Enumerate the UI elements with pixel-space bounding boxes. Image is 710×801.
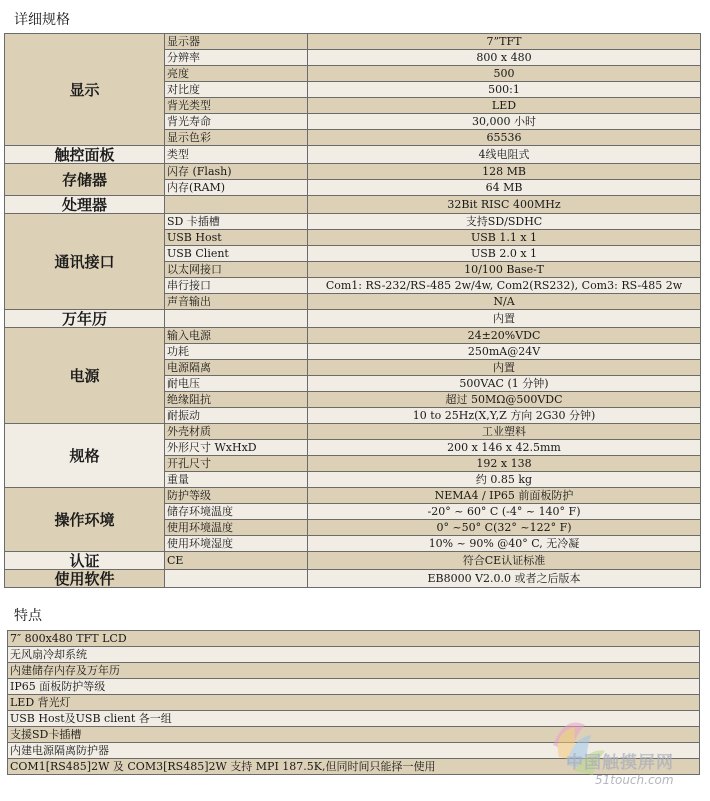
spec-value: 500VAC (1 分钟): [308, 376, 701, 392]
spec-value: 内置: [308, 360, 701, 376]
spec-label: 声音输出: [165, 294, 308, 310]
spec-value: 500: [308, 66, 701, 82]
spec-row: [5, 488, 701, 504]
spec-value: 7”TFT: [308, 34, 701, 50]
spec-value: 符合CE认证标准: [308, 552, 701, 570]
spec-category: 万年历: [5, 310, 165, 328]
spec-value: 10% ~ 90% @40° C, 无冷凝: [308, 536, 701, 552]
spec-label: 输入电源: [165, 328, 308, 344]
spec-label: 耐振动: [165, 408, 308, 424]
feature-item: IP65 面板防护等级: [8, 679, 700, 695]
spec-value: 200 x 146 x 42.5mm: [308, 440, 701, 456]
spec-value: EB8000 V2.0.0 或者之后版本: [308, 570, 701, 588]
spec-label: 分辨率: [165, 50, 308, 66]
spec-label: 重量: [165, 472, 308, 488]
spec-label: 背光类型: [165, 98, 308, 114]
spec-value: N/A: [308, 294, 701, 310]
spec-value: 32Bit RISC 400MHz: [308, 196, 701, 214]
spec-label: 开孔尺寸: [165, 456, 308, 472]
spec-value: 10/100 Base-T: [308, 262, 701, 278]
spec-label: 类型: [165, 146, 308, 164]
spec-row: [5, 196, 701, 214]
spec-label: 背光寿命: [165, 114, 308, 130]
spec-label: USB Host: [165, 230, 308, 246]
watermark-text: 中国触摸屏网: [566, 753, 674, 773]
spec-label: [165, 570, 308, 588]
spec-label: 对比度: [165, 82, 308, 98]
spec-row: [5, 310, 701, 328]
spec-category: 处理器: [5, 196, 165, 214]
spec-row: [5, 328, 701, 344]
spec-value: 64 MB: [308, 180, 701, 196]
spec-category: 使用软件: [5, 570, 165, 588]
spec-value: NEMA4 / IP65 前面板防护: [308, 488, 701, 504]
spec-label: 使用环境温度: [165, 520, 308, 536]
spec-label: [165, 310, 308, 328]
spec-label: 耐电压: [165, 376, 308, 392]
spec-value: 65536: [308, 130, 701, 146]
feature-item: LED 背光灯: [8, 695, 700, 711]
spec-label: 外形尺寸 WxHxD: [165, 440, 308, 456]
spec-value: 128 MB: [308, 164, 701, 180]
spec-value: 内置: [308, 310, 701, 328]
spec-label: 内存(RAM): [165, 180, 308, 196]
feature-row: [8, 679, 700, 695]
spec-value: -20° ~ 60° C (-4° ~ 140° F): [308, 504, 701, 520]
spec-value: 500:1: [308, 82, 701, 98]
spec-row: [5, 146, 701, 164]
spec-value: USB 1.1 x 1: [308, 230, 701, 246]
spec-label: [165, 196, 308, 214]
spec-category: 存储器: [5, 164, 165, 196]
spec-value: USB 2.0 x 1: [308, 246, 701, 262]
spec-label: 功耗: [165, 344, 308, 360]
spec-label: 显示器: [165, 34, 308, 50]
spec-category: 电源: [5, 328, 165, 424]
watermark-url: 51touch.com: [595, 773, 674, 787]
spec-label: 防护等级: [165, 488, 308, 504]
spec-label: 显示色彩: [165, 130, 308, 146]
spec-value: 30,000 小时: [308, 114, 701, 130]
feature-item: 无风扇冷却系统: [8, 647, 700, 663]
spec-value: 4线电阻式: [308, 146, 701, 164]
feature-row: [8, 663, 700, 679]
spec-category: 显示: [5, 34, 165, 146]
spec-row: [5, 214, 701, 230]
spec-value: 超过 50MΩ@500VDC: [308, 392, 701, 408]
feature-item: COM1[RS485]2W 及 COM3[RS485]2W 支持 MPI 187.5K,但同时间只能择一使用: [8, 759, 700, 775]
spec-category: 操作环境: [5, 488, 165, 552]
spec-label: 绝缘阻抗: [165, 392, 308, 408]
feature-item: 内建储存内存及万年历: [8, 663, 700, 679]
spec-label: 闪存 (Flash): [165, 164, 308, 180]
spec-table: [4, 33, 701, 588]
spec-label: CE: [165, 552, 308, 570]
spec-label: 外壳材质: [165, 424, 308, 440]
spec-row: [5, 164, 701, 180]
spec-category: 规格: [5, 424, 165, 488]
spec-row: [5, 34, 701, 50]
spec-value: Com1: RS-232/RS-485 2w/4w, Com2(RS232), Com3: RS-485 2w: [308, 278, 701, 294]
spec-value: 支持SD/SDHC: [308, 214, 701, 230]
spec-category: 通讯接口: [5, 214, 165, 310]
spec-row: [5, 570, 701, 588]
spec-value: 约 0.85 kg: [308, 472, 701, 488]
spec-heading: 详细规格: [14, 12, 70, 28]
spec-value: 24±20%VDC: [308, 328, 701, 344]
feature-item: 内建电源隔离防护器: [8, 743, 700, 759]
spec-row: [5, 424, 701, 440]
spec-label: 使用环境湿度: [165, 536, 308, 552]
spec-value: 10 to 25Hz(X,Y,Z 方向 2G30 分钟): [308, 408, 701, 424]
spec-label: 电源隔离: [165, 360, 308, 376]
feature-row: [8, 647, 700, 663]
spec-category: 认证: [5, 552, 165, 570]
spec-value: 800 x 480: [308, 50, 701, 66]
feature-row: [8, 631, 700, 647]
spec-value: 250mA@24V: [308, 344, 701, 360]
spec-value: 工业塑料: [308, 424, 701, 440]
spec-value: 192 x 138: [308, 456, 701, 472]
spec-label: 储存环境温度: [165, 504, 308, 520]
spec-label: 串行接口: [165, 278, 308, 294]
spec-row: [5, 552, 701, 570]
feature-item: 支援SD卡插槽: [8, 727, 700, 743]
spec-label: USB Client: [165, 246, 308, 262]
feature-item: USB Host及USB client 各一组: [8, 711, 700, 727]
feature-item: 7″ 800x480 TFT LCD: [8, 631, 700, 647]
spec-label: 亮度: [165, 66, 308, 82]
spec-value: LED: [308, 98, 701, 114]
spec-category: 触控面板: [5, 146, 165, 164]
spec-label: SD 卡插槽: [165, 214, 308, 230]
features-heading: 特点: [14, 608, 42, 624]
spec-label: 以太网接口: [165, 262, 308, 278]
spec-value: 0° ~50° C(32° ~122° F): [308, 520, 701, 536]
